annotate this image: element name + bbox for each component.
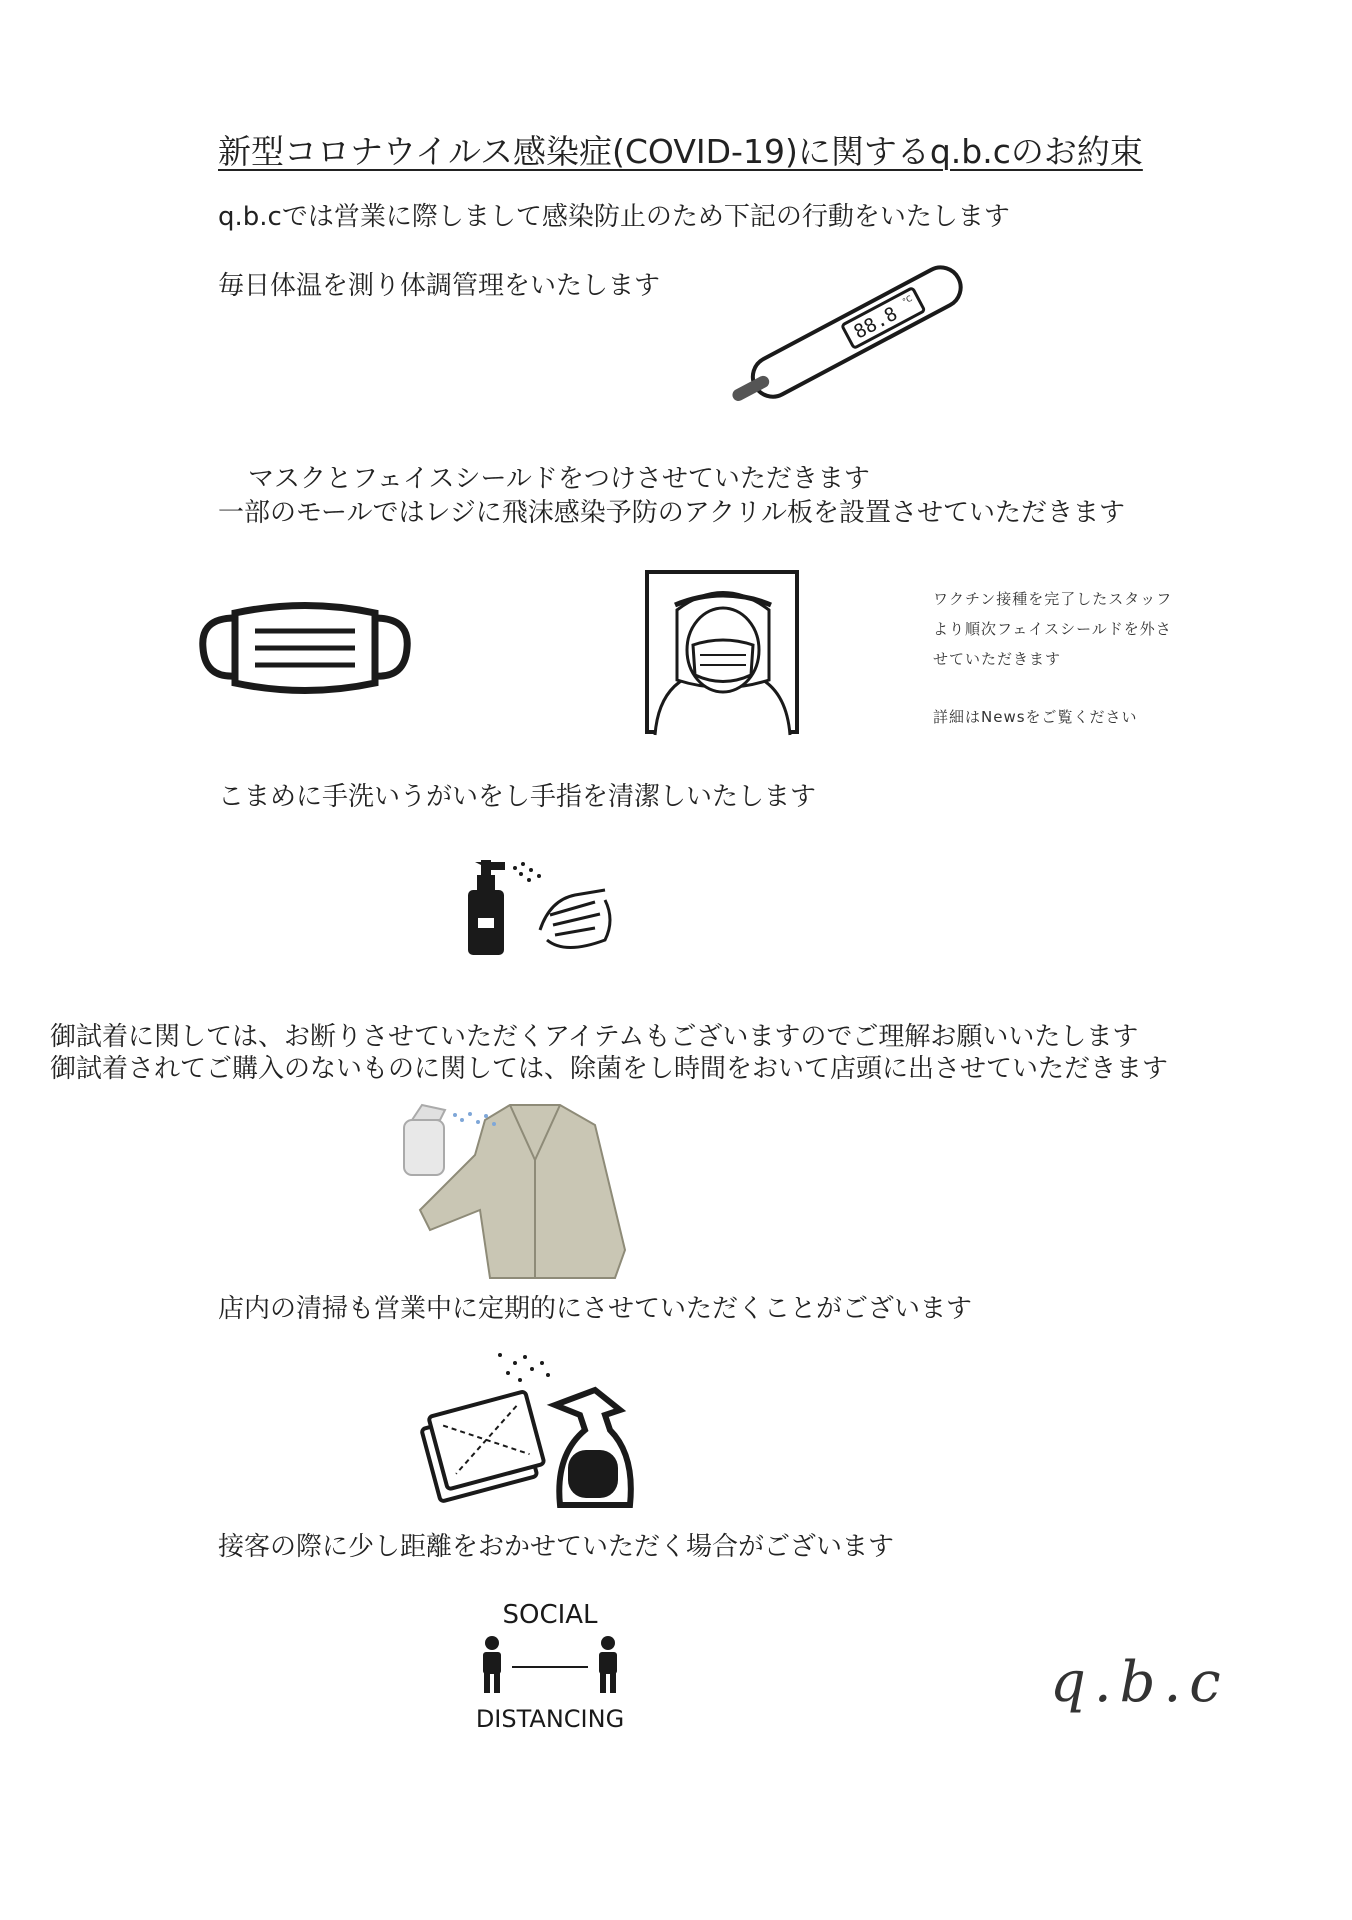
hand-sanitizer-icon — [455, 840, 625, 960]
mask-icon — [195, 598, 415, 698]
badge-bottom-text: DISTANCING — [475, 1705, 625, 1733]
thermometer-icon — [720, 255, 980, 405]
distance-text: 接客の際に少し距離をおかせていただく場合がございます — [218, 1532, 895, 1562]
social-distancing-icon — [470, 1595, 630, 1745]
vaccine-note-line3: せていただきます — [933, 650, 1062, 668]
news-link[interactable]: 詳細はNewsをご覧ください — [933, 708, 1138, 726]
vaccine-note-line1: ワクチン接種を完了したスタッフ — [933, 590, 1173, 608]
mask-text-line2: 一部のモールではレジに飛沫感染予防のアクリル板を設置させていただきます — [218, 498, 1126, 528]
face-shield-icon — [645, 570, 805, 740]
jacket-spray-icon — [400, 1100, 640, 1280]
thermometer-display: 88.8 — [850, 302, 902, 344]
thermometer-unit: °C — [901, 293, 914, 307]
fitting-text-line2: 御試着されてご購入のないものに関しては、除菌をし時間をおいて店頭に出させていただきます — [50, 1054, 1169, 1084]
temperature-text: 毎日体温を測り体調管理をいたします — [218, 271, 661, 301]
handwash-text: こまめに手洗いうがいをし手指を清潔しいたします — [218, 782, 817, 812]
fitting-text-line1: 御試着に関しては、お断りさせていただくアイテムもございますのでご理解お願いいたします — [50, 1022, 1139, 1052]
cleaning-spray-icon — [420, 1335, 650, 1515]
mask-text-line1: マスクとフェイスシールドをつけさせていただきます — [248, 464, 870, 494]
intro-text: q.b.cでは営業に際しまして感染防止のため下記の行動をいたします — [218, 202, 1010, 232]
badge-top-text: SOCIAL — [502, 1600, 598, 1630]
cleaning-text: 店内の清掃も営業中に定期的にさせていただくことがございます — [218, 1294, 973, 1324]
brand-signature: q.b.c — [1050, 1650, 1229, 1715]
page-title: 新型コロナウイルス感染症(COVID-19)に関するq.b.cのお約束 — [218, 132, 1143, 171]
vaccine-note-line2: より順次フェイスシールドを外さ — [933, 620, 1172, 638]
